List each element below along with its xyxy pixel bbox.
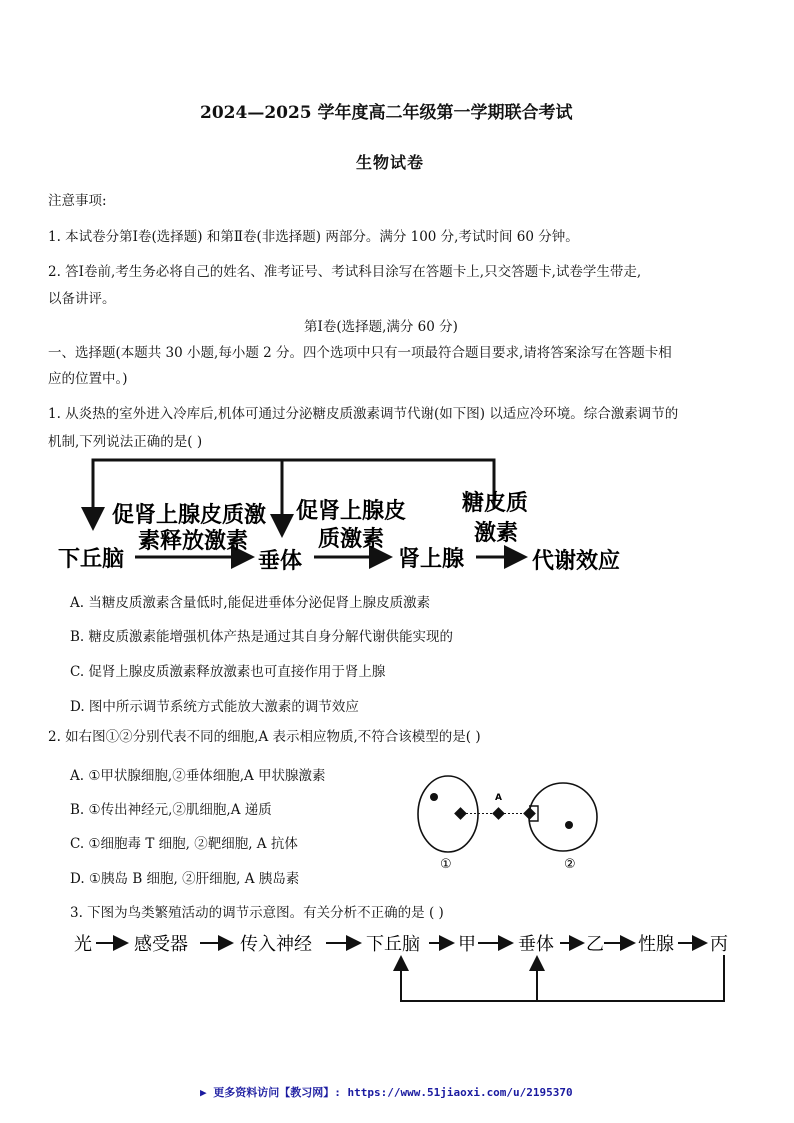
cell-2 <box>529 783 597 851</box>
q1-gc-line-2: 激素 <box>474 521 519 546</box>
q1-acth-line-2: 质激素 <box>318 527 385 552</box>
q3-receptor: 感受器 <box>134 934 188 955</box>
notes-item-1: 1. 本试卷分第Ⅰ卷(选择题) 和第Ⅱ卷(非选择题) 两部分。满分 100 分,考试时间 60 分钟。 <box>48 229 579 245</box>
q1-crh-line-1: 促肾上腺皮质激 <box>112 503 267 528</box>
q1-option-b: B. 糖皮质激素能增强机体产热是通过其自身分解代谢供能实现的 <box>70 629 454 645</box>
q3-stem: 3. 下图为鸟类繁殖活动的调节示意图。有关分析不正确的是 ( ) <box>70 905 444 921</box>
q2-cell-diagram <box>410 772 610 872</box>
footer-link[interactable]: ▶ 更多资料访问【教习网】: https://www.51jiaoxi.com/u/2195370 <box>200 1086 573 1099</box>
q1-stem-line-1: 1. 从炎热的室外进入冷库后,机体可通过分泌糖皮质激素调节代谢(如下图) 以适应冷环境。综合激素调节的 <box>48 406 679 422</box>
q2-option-d: D. ①胰岛 B 细胞, ②肝细胞, A 胰岛素 <box>70 871 300 887</box>
q1-adrenal: 肾上腺 <box>398 547 465 572</box>
q1-diagram <box>0 450 794 580</box>
q3-gonad: 性腺 <box>638 934 674 955</box>
q1-option-d: D. 图中所示调节系统方式能放大激素的调节效应 <box>70 699 359 715</box>
q3-hypothalamus: 下丘脑 <box>366 934 420 955</box>
subject-title: 生物试卷 <box>356 153 425 172</box>
notes-item-2-line-1: 2. 答Ⅰ卷前,考生务必将自己的姓名、准考证号、考试科目涂写在答题卡上,只交答题卡,试卷学生带走, <box>48 264 642 280</box>
q2-label-cell-1: ① <box>440 857 452 872</box>
q1-acth-line-1: 促肾上腺皮 <box>296 499 407 524</box>
notes-heading: 注意事项: <box>48 193 107 209</box>
q2-option-c: C. ①细胞毒 T 细胞, ②靶细胞, A 抗体 <box>70 836 298 852</box>
q2-label-cell-2: ② <box>564 857 576 872</box>
q3-flow-diagram <box>0 925 794 1015</box>
q3-bing: 丙 <box>710 934 728 955</box>
q3-yi: 乙 <box>586 934 604 955</box>
q1-hypothalamus: 下丘脑 <box>58 547 125 572</box>
q3-pituitary: 垂体 <box>518 934 554 955</box>
section-heading: 第Ⅰ卷(选择题,满分 60 分) <box>304 319 458 335</box>
q3-jia: 甲 <box>458 934 476 955</box>
q1-gc-line-1: 糖皮质 <box>462 491 529 516</box>
q3-light: 光 <box>74 934 92 955</box>
q1-crh-line-2: 素释放激素 <box>138 529 249 554</box>
q2-label-a: A <box>495 793 502 803</box>
section-intro-line-1: 一、选择题(本题共 30 小题,每小题 2 分。四个选项中只有一项最符合题目要求,请将答案涂写在答题卡相 <box>48 345 672 361</box>
q1-stem-line-2: 机制,下列说法正确的是( ) <box>48 434 203 450</box>
q1-effect: 代谢效应 <box>532 549 621 574</box>
q1-pituitary: 垂体 <box>258 549 303 574</box>
notes-item-2-line-2: 以备讲评。 <box>48 291 116 307</box>
q3-afferent: 传入神经 <box>240 934 312 955</box>
q2-option-a: A. ①甲状腺细胞,②垂体细胞,A 甲状腺激素 <box>70 768 326 784</box>
exam-title: 2024—2025 学年度高二年级第一学期联合考试 <box>200 103 573 123</box>
q1-option-c: C. 促肾上腺皮质激素释放激素也可直接作用于肾上腺 <box>70 664 386 680</box>
q2-option-b: B. ①传出神经元,②肌细胞,A 递质 <box>70 802 272 818</box>
q2-stem: 2. 如右图①②分别代表不同的细胞,A 表示相应物质,不符合该模型的是( ) <box>48 729 481 745</box>
q1-option-a: A. 当糖皮质激素含量低时,能促进垂体分泌促肾上腺皮质激素 <box>70 595 431 611</box>
section-intro-line-2: 应的位置中。) <box>48 371 128 387</box>
cell-1 <box>418 776 478 852</box>
